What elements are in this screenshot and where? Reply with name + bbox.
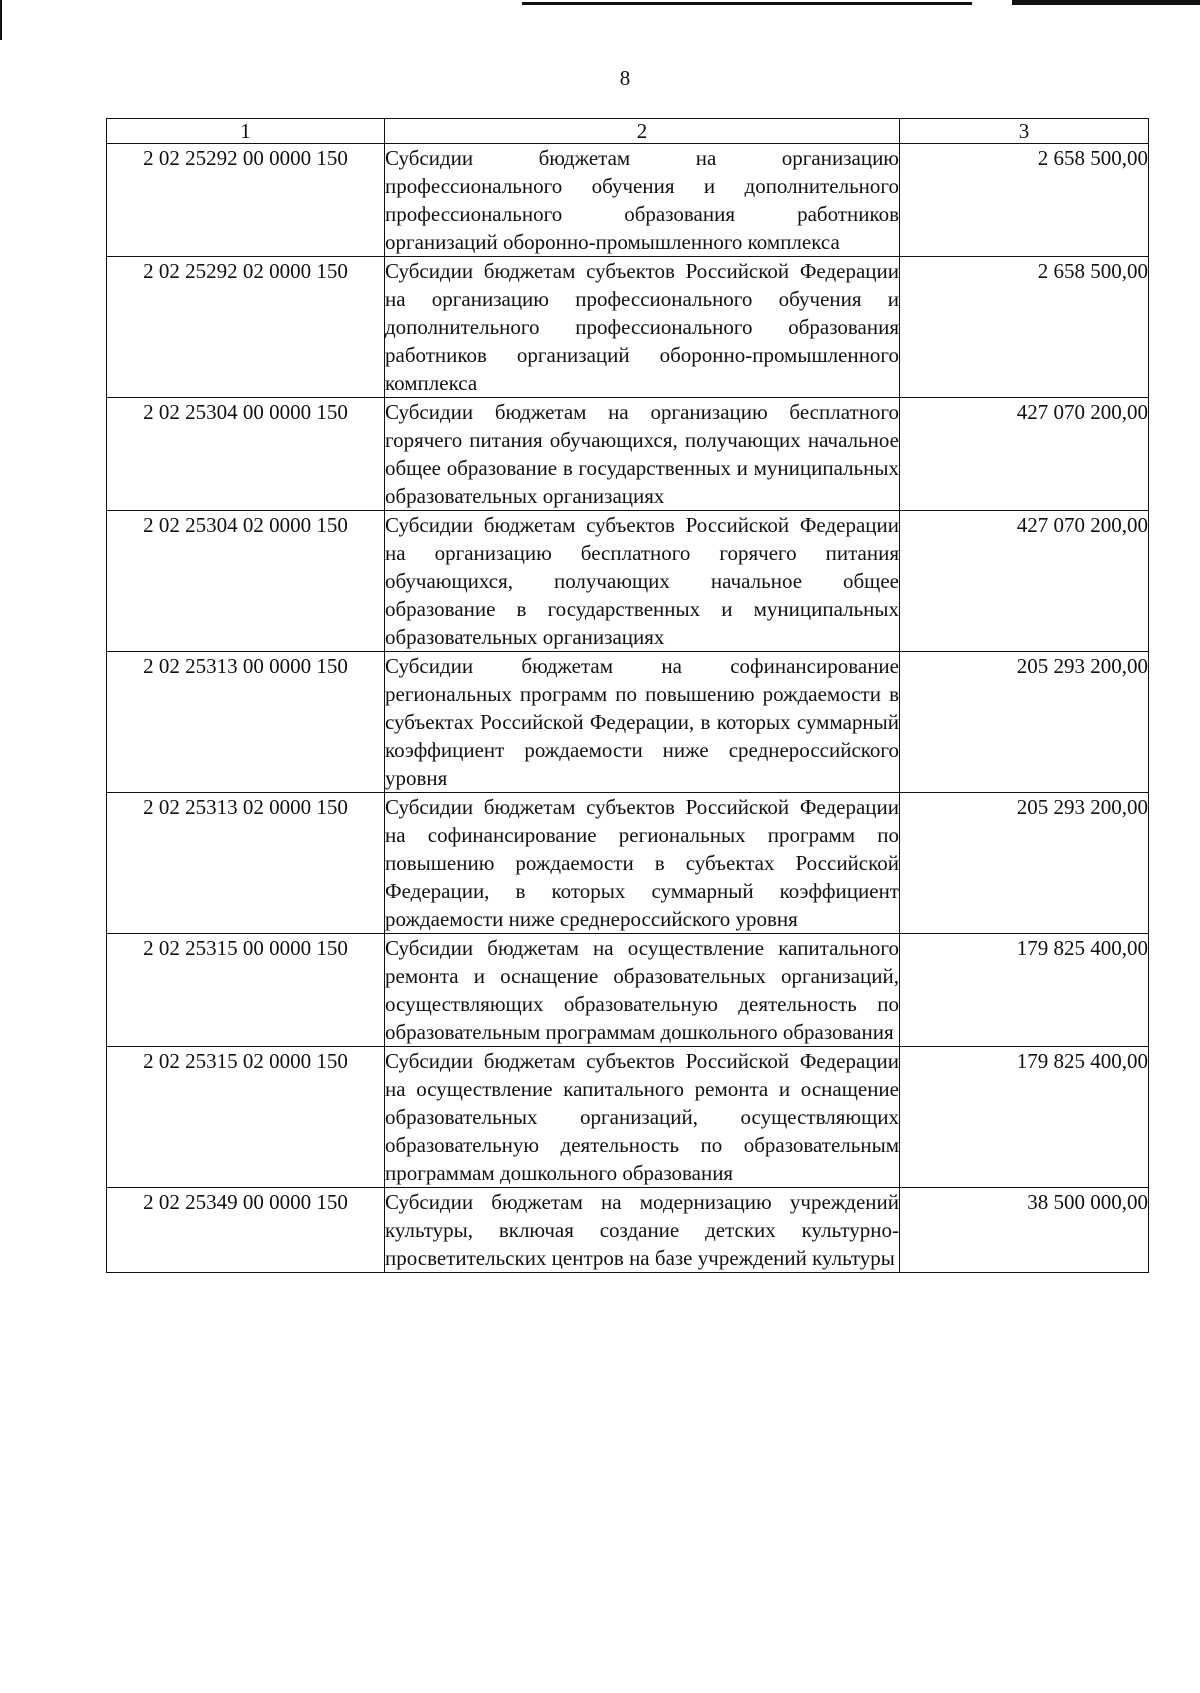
- row-name: [385, 144, 900, 257]
- row-code: 2 02 25349 00 0000 150: [107, 1188, 385, 1273]
- table-row: [107, 793, 1149, 934]
- scan-edge-line-left: [0, 0, 2, 40]
- row-name-text: Субсидии бюджетам на модернизацию учреждений культуры, включая создание детских культурно-просветительских центров на базе учреждений культуры: [385, 1190, 899, 1270]
- row-amount: 179 825 400,00: [900, 1047, 1149, 1188]
- row-amount: 205 293 200,00: [900, 793, 1149, 934]
- column-header-code: 1: [107, 119, 385, 144]
- page-number: 8: [619, 66, 631, 90]
- row-name-text: Субсидии бюджетам субъектов Российской Федерации на осуществление капитального ремонта и оснащение образовательных организаций, осуществляющих образовательную деятельность по образовательным программам дошкольного образования: [385, 1049, 899, 1185]
- row-name-text: Субсидии бюджетам на организацию профессионального обучения и дополнительного профессионального образования работников организаций оборонно-промышленного комплекса: [385, 146, 899, 254]
- row-code: 2 02 25292 02 0000 150: [107, 257, 385, 398]
- budget-table: [106, 118, 1149, 1273]
- scan-edge-line-top-right: [1012, 0, 1200, 5]
- row-name-text: Субсидии бюджетам на осуществление капитального ремонта и оснащение образовательных организаций, осуществляющих образовательную деятельность по образовательным программам дошкольного образования: [385, 936, 899, 1044]
- row-amount: 38 500 000,00: [900, 1188, 1149, 1273]
- row-amount: 179 825 400,00: [900, 934, 1149, 1047]
- row-code: 2 02 25292 00 0000 150: [107, 144, 385, 257]
- table-header-row: [107, 119, 1149, 144]
- table-row: [107, 144, 1149, 257]
- row-code: 2 02 25313 02 0000 150: [107, 793, 385, 934]
- row-name-text: Субсидии бюджетам на софинансирование региональных программ по повышению рождаемости в субъектах Российской Федерации, в которых суммарный коэффициент рождаемости ниже среднероссийского уровня: [385, 654, 899, 790]
- row-amount: 2 658 500,00: [900, 257, 1149, 398]
- row-code: 2 02 25313 00 0000 150: [107, 652, 385, 793]
- row-amount: 427 070 200,00: [900, 511, 1149, 652]
- table-row: [107, 1188, 1149, 1273]
- column-header-name: 2: [385, 119, 900, 144]
- row-amount: 2 658 500,00: [900, 144, 1149, 257]
- table-row: [107, 398, 1149, 511]
- table-row: [107, 934, 1149, 1047]
- scan-edge-line-top-left: [522, 2, 972, 5]
- row-name: [385, 398, 900, 511]
- row-name-text: Субсидии бюджетам субъектов Российской Федерации на софинансирование региональных программ по повышению рождаемости в субъектах Российской Федерации, в которых суммарный коэффициент рождаемости ниже среднероссийского уровня: [385, 795, 899, 931]
- row-name-text: Субсидии бюджетам субъектов Российской Федерации на организацию бесплатного горячего питания обучающихся, получающих начальное общее образование в государственных и муниципальных образовательных организациях: [385, 513, 899, 649]
- row-name-text: Субсидии бюджетам на организацию бесплатного горячего питания обучающихся, получающих начальное общее образование в государственных и муниципальных образовательных организациях: [385, 400, 899, 508]
- row-code: 2 02 25315 00 0000 150: [107, 934, 385, 1047]
- row-name: [385, 793, 900, 934]
- row-name-text: Субсидии бюджетам субъектов Российской Федерации на организацию профессионального обучения и дополнительного профессионального образования работников организаций оборонно-промышленного комплекса: [385, 259, 899, 395]
- row-amount: 205 293 200,00: [900, 652, 1149, 793]
- row-code: 2 02 25304 00 0000 150: [107, 398, 385, 511]
- column-header-amount: 3: [900, 119, 1149, 144]
- row-name: [385, 511, 900, 652]
- table-row: [107, 511, 1149, 652]
- row-name: [385, 1047, 900, 1188]
- row-name: [385, 1188, 900, 1273]
- table-row: [107, 257, 1149, 398]
- row-code: 2 02 25315 02 0000 150: [107, 1047, 385, 1188]
- table-row: [107, 652, 1149, 793]
- row-name: [385, 652, 900, 793]
- row-code: 2 02 25304 02 0000 150: [107, 511, 385, 652]
- row-name: [385, 257, 900, 398]
- row-amount: 427 070 200,00: [900, 398, 1149, 511]
- table-row: [107, 1047, 1149, 1188]
- row-name: [385, 934, 900, 1047]
